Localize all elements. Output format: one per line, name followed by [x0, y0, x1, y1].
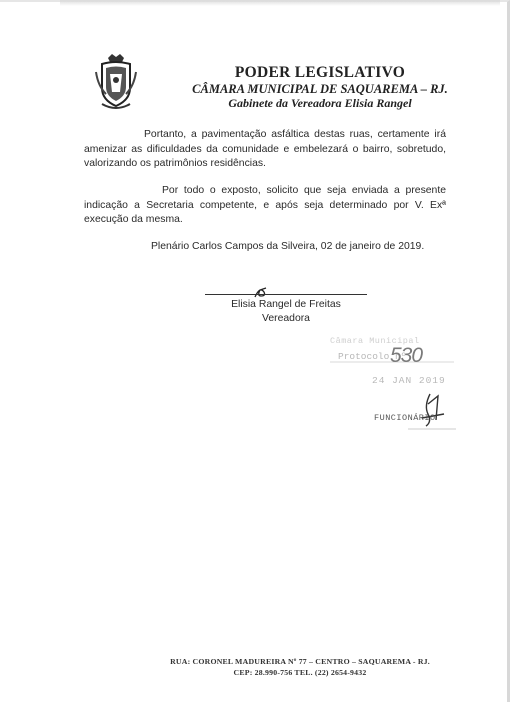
letterhead-subtitle: CÂMARA MUNICIPAL DE SAQUAREMA – RJ.	[192, 82, 448, 96]
footer-line-1: RUA: CORONEL MADUREIRA Nº 77 – CENTRO – SAQUAREMA - RJ.	[170, 657, 430, 666]
footer-address	[150, 656, 450, 678]
letterhead-title: PODER LEGISLATIVO	[234, 64, 406, 81]
municipal-coat-of-arms-icon	[92, 52, 140, 112]
stamp-protocol-label: Protocolo nº	[338, 351, 407, 362]
scan-shadow	[60, 0, 500, 6]
stamp-date: 24 JAN 2019	[372, 375, 446, 386]
stamp-header: Câmara Municipal	[330, 336, 420, 346]
stamp-protocol-number: 530	[390, 344, 423, 367]
body-paragraph-2: Por todo o exposto, solicito que seja enviada a presente indicação a Secretaria competente, e após seja determinado por V. Exª execução da mesma.	[84, 185, 446, 225]
body-paragraph-1: Portanto, a pavimentação asfáltica destas ruas, certamente irá amenizar as dificuldades da comunidade e embelezará o bairro, sobretudo, valorizando os patrimônios residências.	[84, 129, 446, 169]
protocol-stamp	[328, 334, 458, 434]
letterhead-office: Gabinete da Vereadora Elisia Rangel	[228, 96, 412, 110]
footer-line-2: CEP: 28.990-756 TEL. (22) 2654-9432	[233, 668, 367, 677]
stamp-clerk-label: FUNCIONÁRIO	[374, 413, 436, 423]
signature-line	[205, 294, 367, 295]
signatory-name: Elisia Rangel de Freitas	[231, 299, 341, 310]
place-date: Plenário Carlos Campos da Silveira, 02 de janeiro de 2019.	[151, 241, 425, 252]
letterhead	[150, 64, 490, 110]
signatory-role: Vereadora	[262, 313, 310, 324]
